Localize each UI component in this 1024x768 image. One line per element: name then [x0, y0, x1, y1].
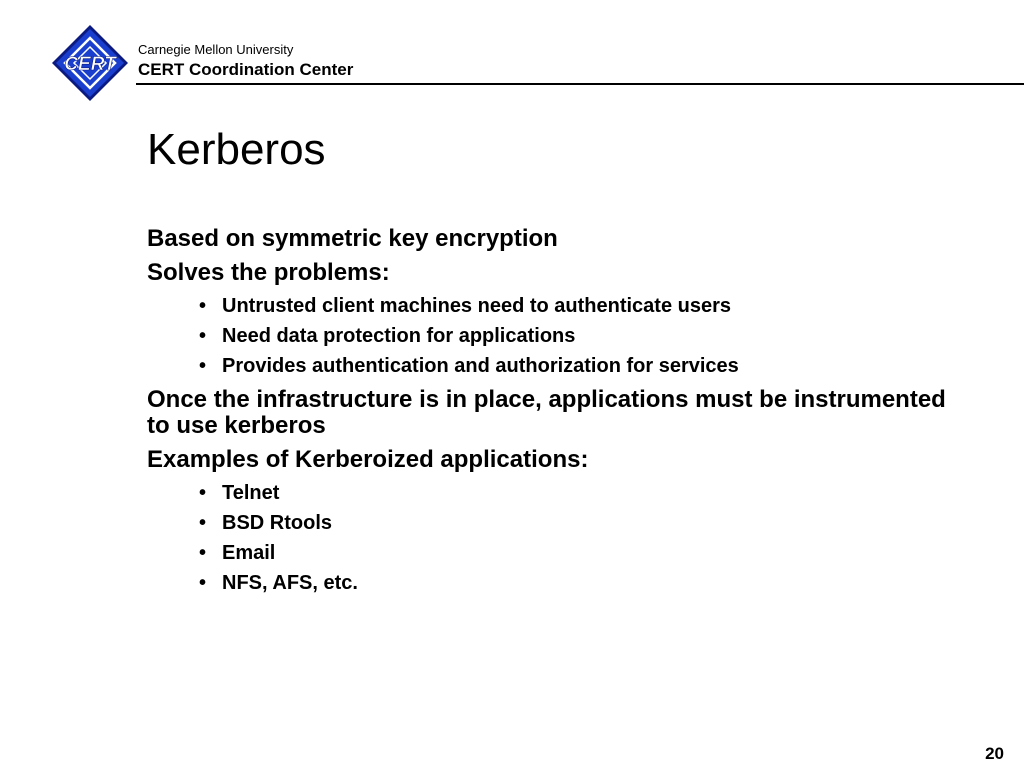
sub-point-email: [147, 541, 947, 565]
center-name: CERT Coordination Center: [138, 60, 354, 79]
bullet: •: [199, 325, 207, 347]
bullet: •: [199, 512, 207, 534]
org-name: Carnegie Mellon University: [138, 42, 294, 57]
point-solves-problems: Solves the problems:: [147, 259, 390, 286]
bullet: •: [199, 355, 207, 377]
logo-text: CERT: [64, 54, 116, 75]
sub-point-bsd-rtools: [147, 511, 947, 535]
sub-point-text: Need data protection for applications: [222, 325, 576, 347]
sub-point-auth-services: [147, 354, 947, 378]
sub-point-text: Untrusted client machines need to authenticate users: [222, 295, 732, 317]
sub-point-text: Email: [222, 542, 276, 564]
bullet: •: [199, 295, 207, 317]
bullet: •: [199, 482, 207, 504]
bullet: •: [199, 572, 207, 594]
header-divider: [136, 83, 1024, 85]
sub-point-text: Provides authentication and authorization for services: [222, 355, 739, 377]
point-kerberoized-examples: Examples of Kerberoized applications:: [147, 446, 589, 473]
sub-point-telnet: [147, 481, 947, 505]
sub-point-text: NFS, AFS, etc.: [222, 572, 358, 594]
sub-point-data-protection: [147, 324, 947, 348]
cert-logo: [52, 25, 128, 101]
slide-content: [147, 226, 947, 601]
sub-point-untrusted-clients: [147, 294, 947, 318]
bullet: •: [199, 542, 207, 564]
point-infrastructure: Once the infrastructure is in place, applications must be instrumented to use kerberos: [147, 386, 946, 439]
sub-point-nfs-afs: [147, 571, 947, 595]
point-symmetric-key: Based on symmetric key encryption: [147, 225, 558, 252]
sub-point-text: Telnet: [222, 482, 280, 504]
sub-point-text: BSD Rtools: [222, 512, 332, 534]
page-number: 20: [985, 744, 1004, 763]
slide-title: Kerberos: [147, 125, 326, 174]
